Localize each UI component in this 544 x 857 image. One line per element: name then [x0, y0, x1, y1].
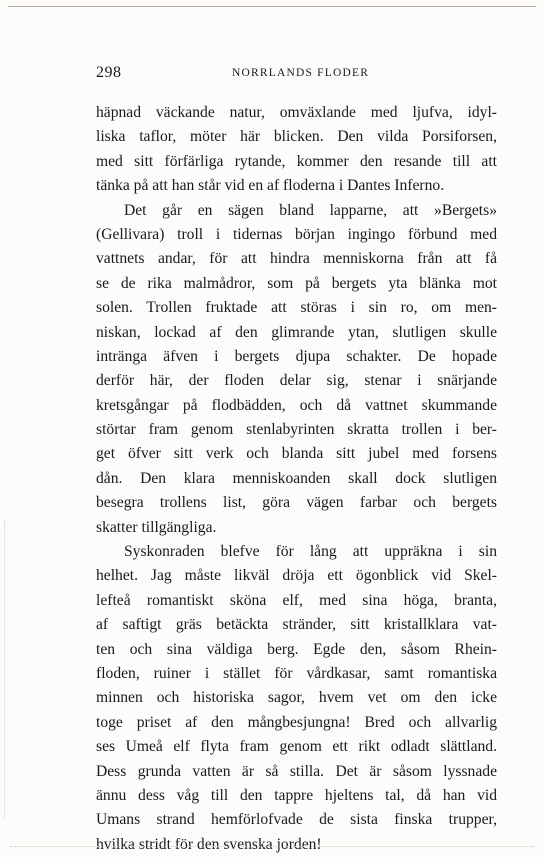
text-line: Umans strand hemförlofvade de sista finska trupper, — [96, 811, 497, 829]
bottom-edge-rule — [10, 846, 534, 847]
text-line: störtar fram genom stenlabyrinten skratta trollen i ber- — [96, 421, 497, 439]
text-line: af saftigt gräs betäckta stränder, sitt kristallklara vat- — [96, 616, 497, 634]
text-line: se de rika malmådror, som på bergets yta blänka mot — [96, 274, 497, 292]
text-line: hvilka stridt för den svenska jorden! — [96, 835, 322, 853]
page-header — [96, 64, 504, 86]
text-line: ten och sina väldiga berg. Egde den, såsom Rhein- — [96, 640, 497, 658]
text-line: toge priset af den mångbesjungna! Bred och allvarlig — [96, 713, 497, 731]
text-line: floden, ruiner i stället för vårdkasar, samt romantiska — [96, 664, 497, 682]
text-line: ännu dess våg till den tappre hjeltens tal, då han vid — [96, 786, 497, 804]
text-line: med sitt förfärliga rytande, kommer den resande till att — [96, 152, 497, 170]
text-line: Syskonraden blefve för lång att uppräkna i sin — [124, 543, 497, 561]
text-line: get öfver sitt verk och blanda sitt jubel med forsens — [96, 445, 497, 463]
text-line: minnen och historiska sagor, hvem vet om den icke — [96, 689, 497, 707]
text-line: dån. Den klara menniskoanden skall dock slutligen — [96, 469, 497, 487]
text-line: besegra trollens list, göra vägen farbar och bergets — [96, 494, 497, 512]
text-line: tänka på att han står vid en af floderna i Dantes Inferno. — [96, 177, 445, 195]
text-line: lefteå romantiskt sköna elf, med sina höga, branta, — [96, 591, 497, 609]
text-line: intränga äfven i bergets djupa schakter. De hopade — [96, 347, 497, 365]
text-line: solen. Trollen fruktade att störas i sin ro, om men- — [96, 299, 497, 317]
top-edge-rule — [8, 6, 536, 7]
body-text — [96, 101, 497, 857]
text-line: liska taflor, möter här blicken. Den vilda Porsiforsen, — [96, 128, 497, 146]
text-line: kretsgångar på flodbädden, och då vattnet skummande — [96, 396, 497, 414]
text-line: skatter tillgängliga. — [96, 518, 217, 536]
text-line: Det går en sägen bland lapparne, att »Bergets» — [124, 201, 497, 219]
text-line: (Gellivara) troll i tidernas början ingingo förbund med — [96, 225, 497, 243]
text-line: ses Umeå elf flyta fram genom ett rikt odladt slättland. — [96, 738, 497, 756]
page-number: 298 — [96, 64, 122, 81]
text-line: niskan, lockad af den glimrande ytan, slutligen skulle — [96, 323, 497, 341]
text-line: Dess grunda vatten är så stilla. Det är såsom lyssnade — [96, 762, 497, 780]
page-edge-mark — [4, 520, 6, 820]
text-line: helhet. Jag måste likväl dröja ett ögonblick vid Skel- — [96, 567, 497, 585]
running-head: NORRLANDS FLODER — [232, 67, 370, 79]
text-line: derför här, der floden delar sig, stenar i snärjande — [96, 372, 497, 390]
text-line: häpnad väckande natur, omväxlande med ljufva, idyl- — [96, 104, 497, 121]
text-line: vattnets andar, för att hindra menniskorna från att få — [96, 250, 497, 268]
